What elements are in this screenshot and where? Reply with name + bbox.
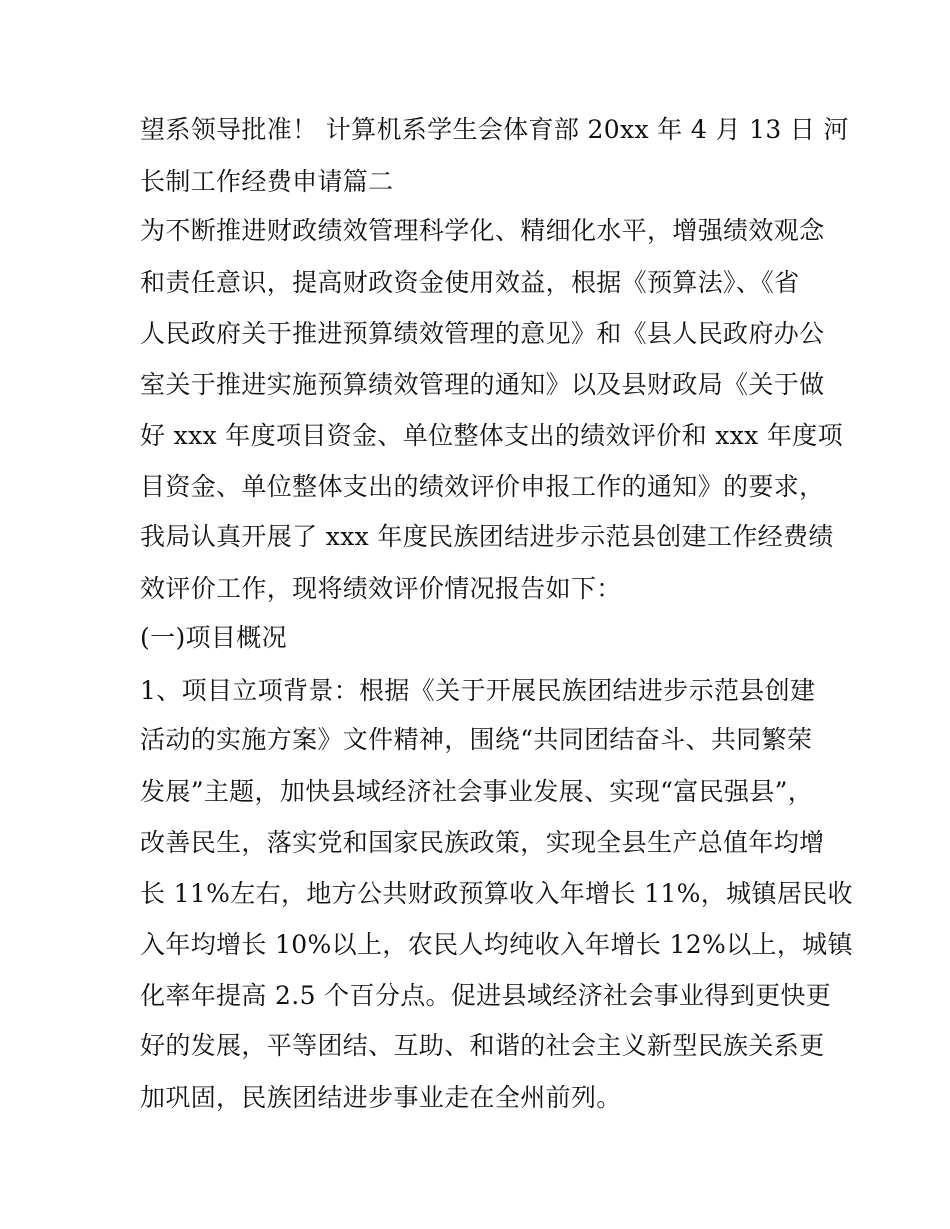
text-line: 入年均增长 10%以上，农民人均纯收入年增长 12%以上，城镇 [140,930,853,959]
text-line: 改善民生，落实党和国家民族政策，实现全县生产总值年均增 [140,828,825,857]
text-line: 1、项目立项背景：根据《关于开展民族团结进步示范县创建 [140,676,816,705]
text-line: 发展”主题，加快县域经济社会事业发展、实现“富民强县”， [140,777,814,806]
text-line: 加巩固，民族团结进步事业走在全州前列。 [140,1083,622,1112]
section-heading: (一)项目概况 [140,623,287,652]
text-line: 好 xxx 年度项目资金、单位整体支出的绩效评价和 xxx 年度项 [140,421,843,450]
text-line: 我局认真开展了 xxx 年度民族团结进步示范县创建工作经费绩 [140,522,834,551]
text-line: 目资金、单位整体支出的绩效评价申报工作的通知》的要求， [140,472,825,501]
text-line: 望系领导批准！ 计算机系学生会体育部 20xx 年 4 月 13 日 河 [140,115,849,144]
text-line: 效评价工作，现将绩效评价情况报告如下： [140,574,622,603]
text-line: 好的发展，平等团结、互助、和谐的社会主义新型民族关系更 [140,1031,825,1060]
text-line: 为不断推进财政绩效管理科学化、精细化水平，增强绩效观念 [140,216,825,245]
text-line: 人民政府关于推进预算绩效管理的意见》和《县人民政府办公 [140,319,825,348]
text-line: 化率年提高 2.5 个百分点。促进县域经济社会事业得到更快更 [140,981,832,1010]
text-line: 活动的实施方案》文件精神，围绕“共同团结奋斗、共同繁荣 [140,725,813,754]
text-line: 长制工作经费申请篇二 [140,167,394,196]
text-line: 室关于推进实施预算绩效管理的通知》以及县财政局《关于做 [140,370,825,399]
text-line: 长 11%左右，地方公共财政预算收入年增长 11%，城镇居民收 [140,879,853,908]
text-line: 和责任意识，提高财政资金使用效益，根据《预算法》、《省 [140,268,800,297]
